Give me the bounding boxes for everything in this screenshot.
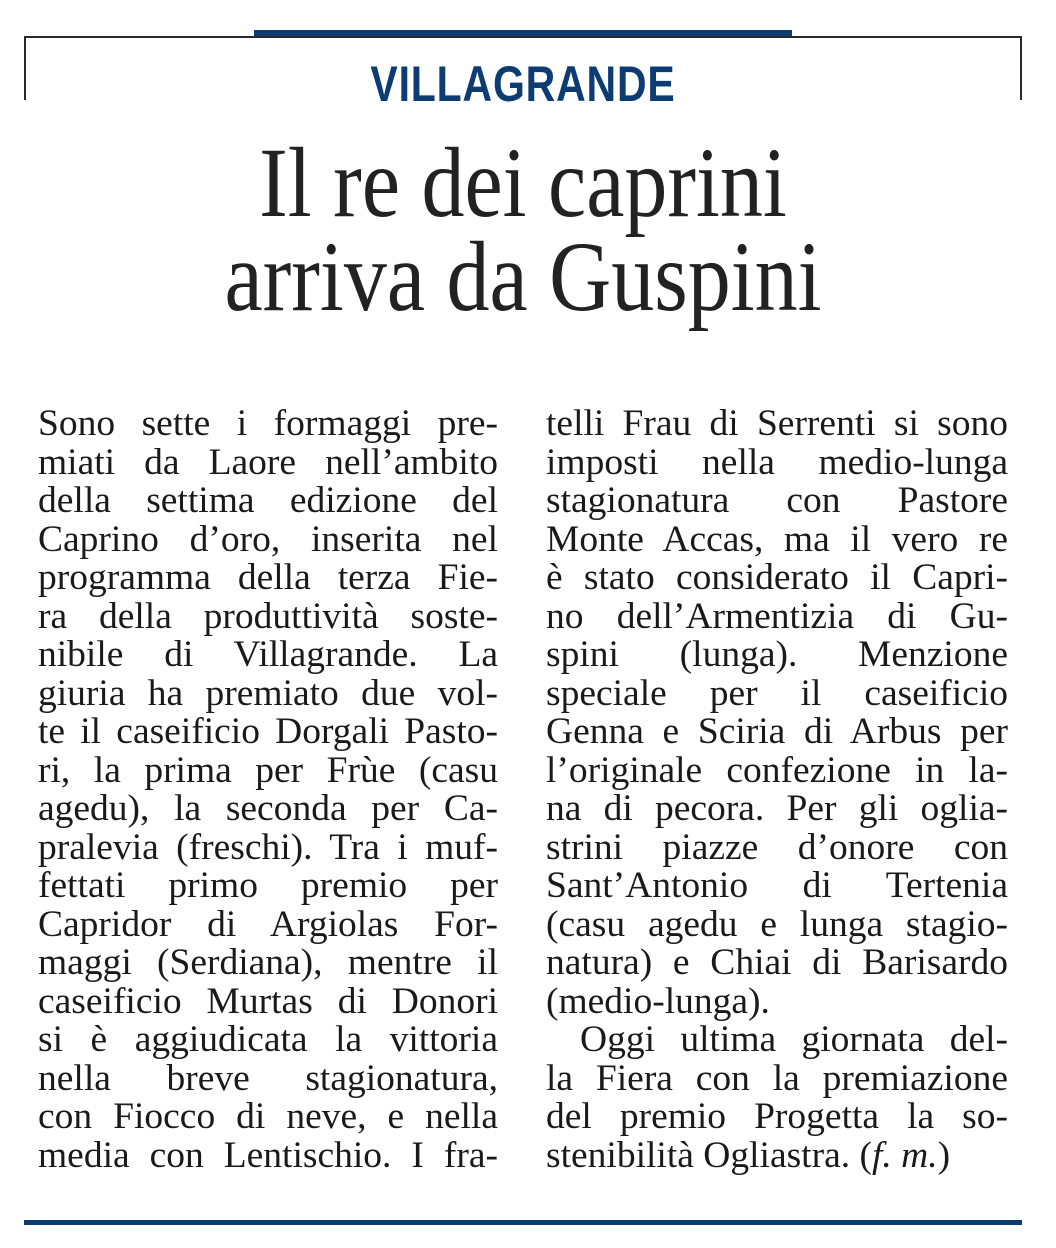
section-kicker: VILLAGRANDE: [370, 56, 676, 112]
text-line: la Fiera con la premiazione: [546, 1057, 1008, 1099]
text-line: l’originale confezione in la-: [546, 749, 1008, 791]
text-line: agedu), la seconda per Ca-: [38, 788, 498, 829]
headline-line-1: Il re dei caprini: [259, 127, 787, 238]
text-line: maggi (Serdiana), mentre il: [38, 942, 498, 983]
text-line: Oggi ultima giornata del-: [580, 1019, 1008, 1060]
text-line: nibile di Villagrande. La: [38, 634, 498, 675]
text-line: caseificio Murtas di Donori: [38, 980, 498, 1022]
text-line: nella breve stagionatura,: [38, 1057, 498, 1099]
author-signature: (f. m.): [859, 1134, 951, 1176]
header-frame-left: [24, 36, 26, 100]
bottom-rule: [24, 1220, 1022, 1225]
text-line: no dell’Armentizia di Gu-: [546, 595, 1008, 637]
text-line: pralevia (freschi). Tra i muf-: [38, 826, 498, 868]
text-line: (medio-lunga).: [546, 980, 770, 1022]
text-line: del premio Progetta la so-: [546, 1096, 1008, 1137]
text-line-final: [546, 1134, 1008, 1176]
text-line: Sant’Antonio di Tertenia: [546, 865, 1008, 906]
text-line: te il caseificio Dorgali Pasto-: [38, 711, 498, 752]
text-line: imposti nella medio-lunga: [546, 441, 1008, 483]
text-line: natura) e Chiai di Barisardo: [546, 942, 1008, 983]
article-column-left: [38, 405, 498, 1175]
text-line: ra della produttività soste-: [38, 595, 498, 637]
final-text: stenibilità Ogliastra.: [546, 1134, 851, 1176]
text-line: giuria ha premiato due vol-: [38, 672, 498, 714]
text-line: Sono sette i formaggi pre-: [38, 403, 498, 444]
text-line: na di pecora. Per gli oglia-: [546, 788, 1008, 829]
headline: [73, 127, 973, 332]
text-line: Capridor di Argiolas For-: [38, 903, 498, 945]
text-line: Caprino d’oro, inserita nel: [38, 518, 498, 560]
text-line: Monte Accas, ma il vero re: [546, 518, 1008, 560]
header-frame-right: [1020, 36, 1022, 100]
text-line: speciale per il caseificio: [546, 672, 1008, 714]
text-line: stagionatura con Pastore: [546, 480, 1008, 521]
text-line: (casu agedu e lunga stagio-: [546, 903, 1008, 945]
text-line: ri, la prima per Frùe (casu: [38, 749, 498, 791]
text-line: spini (lunga). Menzione: [546, 634, 1008, 675]
text-line: si è aggiudicata la vittoria: [38, 1019, 498, 1060]
header-frame-line: [24, 36, 1022, 38]
text-line: telli Frau di Serrenti si sono: [546, 403, 1008, 444]
text-line: strini piazze d’onore con: [546, 826, 1008, 868]
text-line: è stato considerato il Capri-: [546, 557, 1008, 598]
text-line: con Fiocco di neve, e nella: [38, 1096, 498, 1137]
text-line: fettati primo premio per: [38, 865, 498, 906]
article-column-right: [546, 405, 1008, 1175]
text-line: della settima edizione del: [38, 480, 498, 521]
headline-line-2: arriva da Guspini: [224, 221, 822, 332]
text-line: media con Lentischio. I fra-: [38, 1134, 498, 1176]
text-line: Genna e Sciria di Arbus per: [546, 711, 1008, 752]
text-line: miati da Laore nell’ambito: [38, 441, 498, 483]
text-line: programma della terza Fie-: [38, 557, 498, 598]
